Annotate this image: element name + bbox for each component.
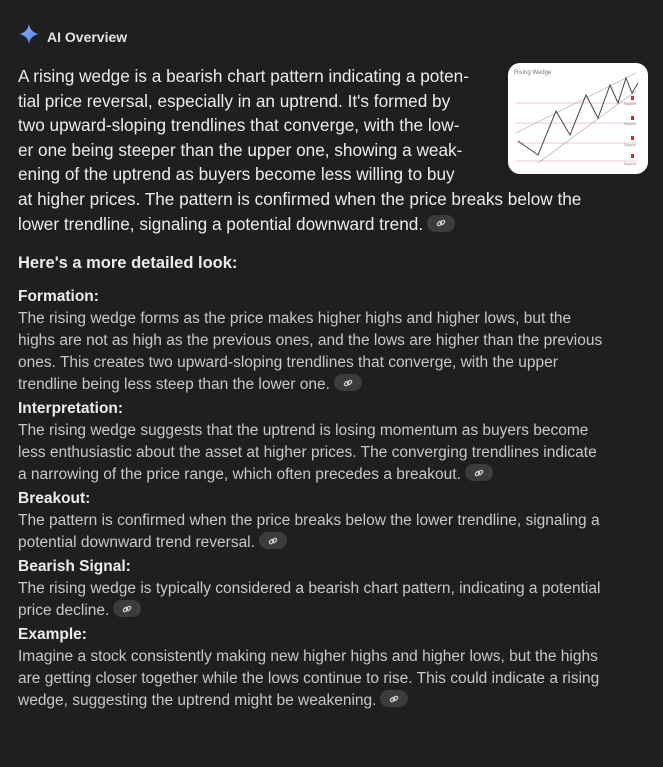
section-example	[18, 624, 648, 712]
body-line-last	[18, 532, 648, 554]
link-icon	[474, 468, 484, 478]
source-link-button[interactable]	[465, 464, 493, 481]
sparkle-icon	[19, 24, 39, 49]
section-title: Breakout:	[18, 490, 91, 507]
section-title: Bearish Signal:	[18, 558, 131, 575]
body-line: highs are not as high as the previous ones, and the lows are higher than the previous	[18, 332, 603, 349]
body-line: The rising wedge forms as the price makes higher highs and higher lows, but the	[18, 310, 572, 327]
body-line-text: trendline being less steep than the lower one.	[18, 376, 330, 393]
body-line: are getting closer together while the lows continue to rise. This could indicate a rising	[18, 670, 600, 687]
body-line-last	[18, 690, 648, 712]
body-line: Imagine a stock consistently making new higher highs and higher lows, but the highs	[18, 648, 598, 665]
link-icon	[343, 378, 353, 388]
body-line-last	[18, 600, 648, 622]
body-line-text: price decline.	[18, 602, 110, 619]
section-body	[18, 510, 648, 554]
source-link-button[interactable]	[113, 600, 141, 617]
detail-sections	[18, 286, 648, 714]
section-interpretation	[18, 398, 648, 486]
ai-overview-title: AI Overview	[47, 28, 128, 45]
svg-text:Support: Support	[624, 143, 637, 147]
body-line-text: wedge, suggesting the uptrend might be weakening.	[18, 692, 377, 709]
body-line-text: potential downward trend reversal.	[18, 534, 255, 551]
intro-line: at higher prices. The pattern is confirmed when the price breaks below the	[18, 188, 582, 209]
intro-line: ening of the uptrend as buyers become less willing to buy	[18, 164, 455, 185]
body-line-text: a narrowing of the price range, which often precedes a breakout.	[18, 466, 461, 483]
intro-line: two upward-sloping trendlines that converge, with the low-	[18, 115, 460, 136]
link-icon	[436, 218, 446, 228]
section-title: Example:	[18, 626, 87, 643]
section-body	[18, 308, 648, 396]
intro-line-text: lower trendline, signaling a potential downward trend.	[18, 213, 424, 234]
intro-line: er one being steeper than the upper one, showing a weak-	[18, 139, 463, 160]
body-line-last	[18, 464, 648, 486]
svg-text:Support: Support	[624, 102, 637, 106]
body-line: ones. This creates two upward-sloping trendlines that converge, with the upper	[18, 354, 558, 371]
intro-line: tial price reversal, especially in an uptrend. It's formed by	[18, 90, 451, 111]
section-body	[18, 420, 648, 486]
intro-line: A rising wedge is a bearish chart pattern indicating a poten-	[18, 66, 469, 86]
link-icon	[122, 604, 132, 614]
section-title: Interpretation:	[18, 400, 124, 417]
section-body	[18, 578, 648, 622]
detail-heading: Here's a more detailed look:	[18, 254, 238, 272]
link-icon	[268, 536, 278, 546]
intro-paragraph	[18, 64, 640, 236]
thumbnail-caption: Rising Wedge	[514, 70, 552, 76]
svg-text:Support: Support	[624, 122, 637, 126]
body-line: The pattern is confirmed when the price breaks below the lower trendline, signaling a	[18, 512, 600, 529]
source-link-button[interactable]	[259, 532, 287, 549]
section-body	[18, 646, 648, 712]
section-breakout	[18, 488, 648, 554]
body-line-last	[18, 374, 648, 396]
source-link-button[interactable]	[334, 374, 362, 391]
source-link-button[interactable]	[427, 215, 455, 232]
section-title: Formation:	[18, 288, 99, 305]
svg-text:Support: Support	[624, 162, 637, 166]
ai-overview-header	[19, 24, 127, 49]
section-bearish-signal	[18, 556, 648, 622]
link-icon	[389, 694, 399, 704]
intro-line-last	[18, 212, 640, 237]
body-line: less enthusiastic about the asset at higher prices. The converging trendlines indicate	[18, 444, 597, 461]
body-line: The rising wedge is typically considered a bearish chart pattern, indicating a potential	[18, 580, 601, 597]
body-line: The rising wedge suggests that the uptrend is losing momentum as buyers become	[18, 422, 589, 439]
section-formation	[18, 286, 648, 396]
source-link-button[interactable]	[380, 690, 408, 707]
